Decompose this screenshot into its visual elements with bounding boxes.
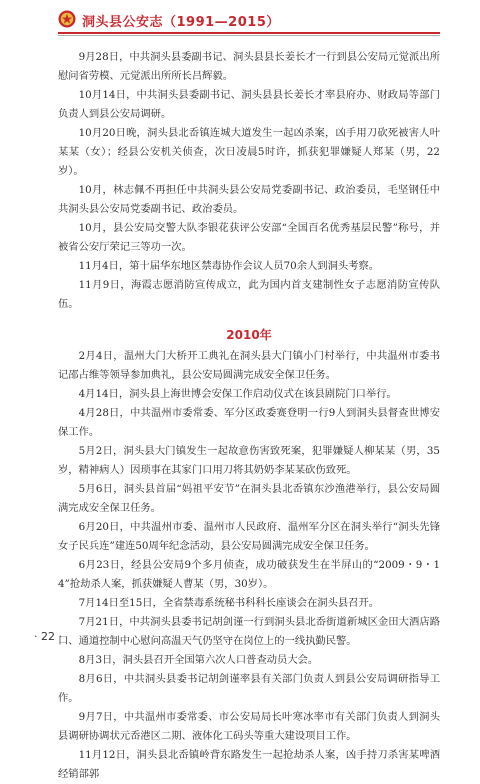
entry-paragraph: 8月3日，洞头县召开全国第六次人口普查动员大会。 xyxy=(78,654,319,666)
entry-paragraph: 10月，林志佩不再担任中共洞头县公安局党委副书记、政治委员，毛坚钢任中共洞头县公安局党委副书记、政治委员。 xyxy=(58,184,440,215)
header-title: 洞头县公安志（1991—2015） xyxy=(82,15,280,30)
entry-paragraph: 4月28日，中共温州市委常委、军分区政委赛登明一行9人到洞头县督查世博安保工作。 xyxy=(58,407,440,438)
entry-paragraph: 11月12日，洞头县北岙镇岭背东路发生一起抢劫杀人案，凶手持刀杀害某啤酒经销部郭 xyxy=(58,749,440,780)
entry-paragraph: 10月14日，中共洞头县委副书记、洞头县县长姜长才率县府办、财政局等部门负责人到县公安局调研。 xyxy=(58,89,440,120)
entry-paragraph: 10月20日晚，洞头县北岙镇连城大道发生一起凶杀案，凶手用刀砍死被害人叶某某（女）；经县公安机关侦查，次日凌晨5时许，抓获犯罪嫌疑人郑某（男，22岁）。 xyxy=(58,127,440,177)
entry-paragraph: 6月20日，中共温州市委、温州市人民政府、温州军分区在洞头举行“洞头先锋女子民兵连”建连50周年纪念活动，县公安局圆满完成安全保卫任务。 xyxy=(58,521,440,552)
entry-paragraph: 4月14日，洞头县上海世博会安保工作启动仪式在该县剧院门口举行。 xyxy=(78,388,397,400)
entry-paragraph: 7月21日，中共洞头县委书记胡剑谨一行到洞头县北岙街道新城区金田大酒店路口、通道控制中心慰问高温天气仍坚守在岗位上的一线执勤民警。 xyxy=(58,616,440,647)
entry-paragraph: 5月2日，洞头县大门镇发生一起故意伤害致死案，犯罪嫌疑人柳某某（男，35岁，精神病人）因琐事在其家门口用刀将其奶奶李某某砍伤致死。 xyxy=(58,445,440,476)
page-header xyxy=(0,0,480,44)
header-rule xyxy=(58,32,440,34)
main-content xyxy=(58,48,440,784)
header-rule-thin xyxy=(58,35,440,36)
entry-paragraph: 11月4日，第十届华东地区禁毒协作会议人员70余人到洞头考察。 xyxy=(78,260,380,272)
entry-paragraph: 8月6日，中共洞头县委书记胡剑谨率县有关部门负责人到县公安局调研指导工作。 xyxy=(58,673,440,704)
entry-paragraph: 7月14日至15日，全省禁毒系统秘书科科长座谈会在洞头县召开。 xyxy=(78,597,380,609)
entry-paragraph: 2月4日，温州大门大桥开工典礼在洞头县大门镇小门村举行，中共温州市委书记邵占维等领导参加典礼，县公安局圆满完成安全保卫任务。 xyxy=(58,350,440,381)
entry-paragraph: 9月28日，中共洞头县委副书记、洞头县县长姜长才一行到县公安局元觉派出所慰问省劳模、元觉派出所所长吕辉毅。 xyxy=(58,51,440,82)
entry-paragraph: 11月9日，海霞志愿消防宣传成立，此为国内首支建制性女子志愿消防宣传队伍。 xyxy=(58,279,440,310)
entry-paragraph: 9月7日，中共温州市委常委、市公安局局长叶寒冰率市有关部门负责人到洞头县调研协调状元岙港区二期、液体化工码头等重大建设项目工作。 xyxy=(58,711,440,742)
entry-paragraph: 5月6日，洞头县首届“妈祖平安节”在洞头县北岙镇东沙渔港举行，县公安局圆满完成安全保卫任务。 xyxy=(58,483,440,514)
police-badge-icon xyxy=(58,10,76,28)
entry-paragraph: 6月23日，经县公安局9个多月侦查，成功破获发生在半屏山的“2009・9・14”抢劫杀人案，抓获嫌疑人曹某（男，30岁）。 xyxy=(58,559,440,590)
page-number: · 22 · xyxy=(34,630,62,643)
entry-paragraph: 10月，县公安局交警大队李银花获评公安部“全国百名优秀基层民警”称号，并被省公安厅荣记三等功一次。 xyxy=(58,222,440,253)
year-heading: 2010年 xyxy=(226,328,272,342)
